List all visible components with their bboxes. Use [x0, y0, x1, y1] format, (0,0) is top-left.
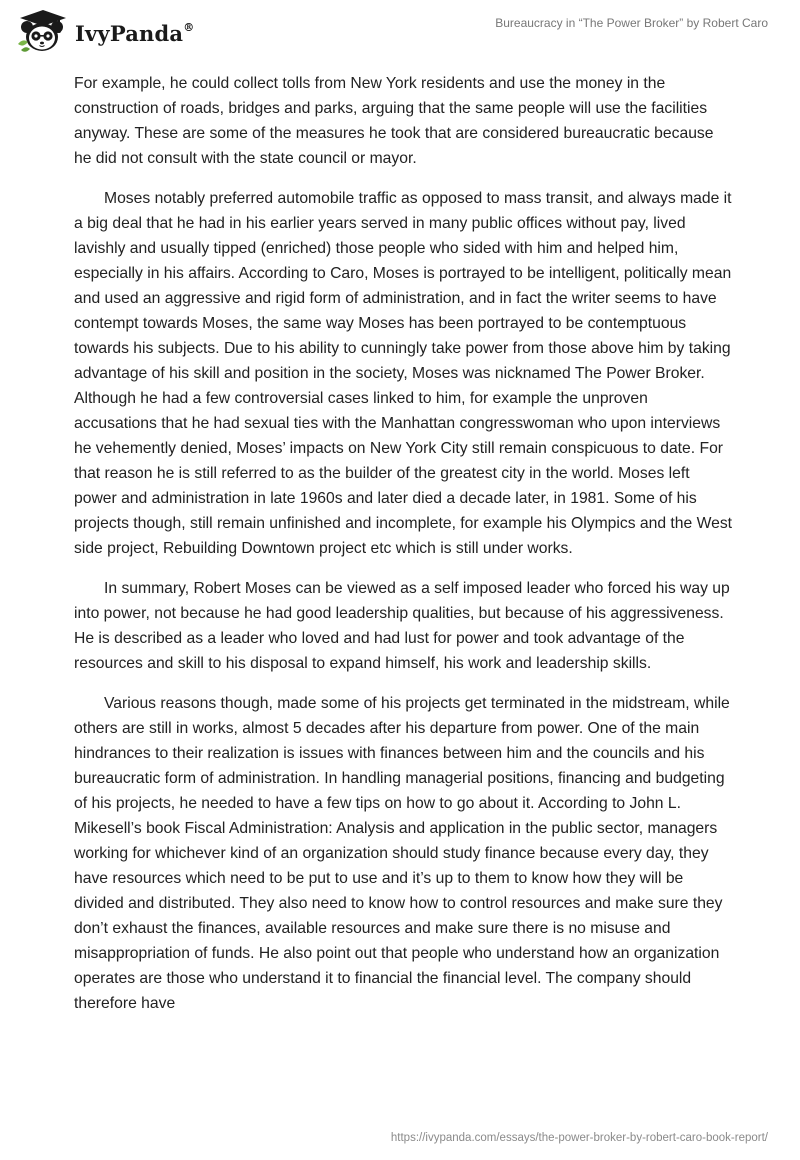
paragraph-2: Moses notably preferred automobile traffic as opposed to mass transit, and always made it a big deal that he had in his earlier years served in many public offices without pay, lived lavishly and usually tipped (enriched) those people who sided with him and helped him, especially in his affairs. According to Caro, Moses is portrayed to be intelligent, politically mean and used an aggressive and rigid form of administration, and in fact the writer seems to have contempt towards Moses, the same way Moses has been portrayed to be contemptuous towards his subjects. Due to his ability to cunningly take power from those above him by taking advantage of his skill and position in the society, Moses was nicknamed The Power Broker. Although he had a few controversial cases linked to him, for example the unproven accusations that he had sexual ties with the Manhattan congresswoman who upon interviews he vehemently denied, Moses’ impacts on New York City still remain conspicuous to date. For that reason he is still referred to as the builder of the greatest city in the world. Moses left power and administration in late 1960s and later died a decade later, in 1981. Some of his projects though, still remain unfinished and incomplete, for example his Olympics and the West side project, Rebuilding Downtown project etc which is still under works.: [74, 190, 733, 557]
logo-wordmark: [75, 21, 194, 46]
paragraph-3: In summary, Robert Moses can be viewed as a self imposed leader who forced his way up into power, not because he had good leadership qualities, but because of his aggressiveness. He is described as a leader who loved and had lust for power and took advantage of the resources and skill to his disposal to expand himself, his work and leadership skills.: [74, 580, 730, 672]
paragraph-1: For example, he could collect tolls from New York residents and use the money in the construction of roads, bridges and parks, arguing that the same people will use the facilities anyway. These are some of the measures he took that are considered bureaucratic because he did not consult with the state council or mayor.: [74, 75, 714, 167]
document-title: Bureaucracy in “The Power Broker” by Robert Caro: [495, 16, 768, 30]
essay-body: [74, 71, 734, 1031]
logo-text: IvyPanda: [75, 20, 184, 46]
registered-mark: ®: [183, 20, 195, 34]
page-header: [0, 0, 800, 60]
ivypanda-logo[interactable]: [14, 8, 194, 54]
source-url[interactable]: https://ivypanda.com/essays/the-power-broker-by-robert-caro-book-report/: [390, 1132, 768, 1144]
paragraph-4: Various reasons though, made some of his projects get terminated in the midstream, while others are still in works, almost 5 decades after his departure from power. One of the main hindrances to their realization is issues with finances between him and the councils and his bureaucratic form of administration. In handling managerial positions, financing and budgeting of his projects, he needed to have a few tips on how to go about it. According to John L. Mikesell’s book Fiscal Administration: Analysis and application in the public sector, managers working for whichever kind of an organization should study finance because every day, they have resources which need to be put to use and it’s up to them to know how they will be divided and distributed. They also need to know how to control resources and make sure they don’t exhaust the finances, available resources and make sure there is no misuse and misappropriation of funds. He also point out that people who understand how an organization operates are those who understand it to financial the financial level. The company should therefore have: [74, 695, 730, 1012]
panda-graduation-cap-icon: [14, 8, 72, 54]
